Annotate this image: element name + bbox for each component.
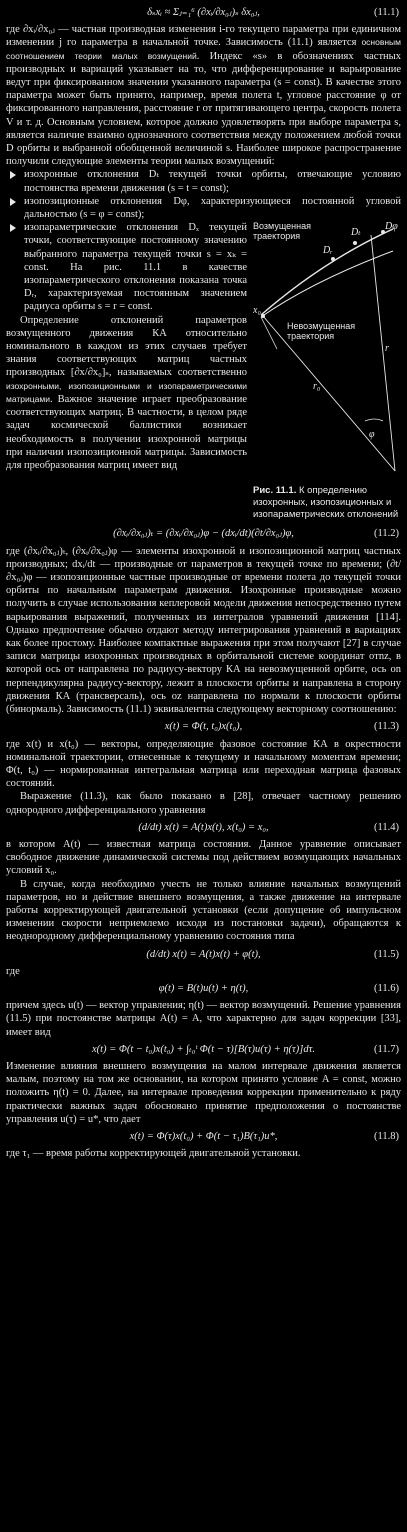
label-disturbed-trajectory: Возмущенная траектория — [253, 221, 311, 242]
paragraph-text: . Важное значение играет преобразование соответствующих матриц. В частности, в целом ряде задач космической баллистики возникает необходимость в получении изохронной матрицы при наличии изопозиционной матрицы. Зависимость для преобразования матриц имеет вид — [6, 393, 247, 471]
equation-number: (11.6) — [374, 982, 399, 994]
equation-11-4 — [6, 821, 401, 834]
list-item-text: изопараметрические отклонения Dₓ текущей точки, соответствующие постоянному значению выбранного параметра текущей точки s = xₖ = const. На рис. 11.1 в качестве изопараметрического отклонения показана точка Dᵣ, характеризуемая постоянным значением радиуса орбиты s = r = const. — [24, 222, 247, 313]
paragraph-text: где ∂xᵢ/∂x₀ⱼ — частная производная изменения i-го текущего параметра при единичном изменении j го параметра в начальной точке. Зависимость (11.1) является — [6, 24, 401, 49]
caption-text: К определению изохронных, изопозиционных и изопараметрических отклонений — [253, 485, 399, 521]
small-caps-term: основным соотношением теории малых возмущений — [6, 37, 401, 61]
equation-11-8 — [6, 1130, 401, 1143]
paragraph-expression: Выражение (11.3), как было показано в [28], отвечает частному решению однородного дифференциального уравнения — [6, 791, 401, 816]
equation-number: (11.7) — [374, 1043, 399, 1055]
label-dr: Dᵣ — [323, 245, 333, 257]
bullet-list — [6, 168, 401, 221]
label-dphi: Dφ — [385, 221, 398, 233]
angle-arc — [365, 419, 383, 421]
equation-11-5 — [6, 948, 401, 961]
label-undisturbed-trajectory: Невозмущенная траектория — [287, 321, 356, 342]
equation-11-1 — [6, 6, 401, 19]
equation-11-3 — [6, 720, 401, 733]
paragraph-text: . Индекс «s» в обозначениях частных производных и вариаций указывает на то, что дифференцирование и варьирование ведут при фиксированном значении указанного параметра (s = const). В качестве этого параметра может быть принято, например, время полета t, угловое расстояние φ от фиксированного направления, расстояние r от притягивающего центра, скорость полета V и т. д. Основным условием, которое должно удовлетворять при выборе параметра s, является наличие взаимно однозначного соответствия между положением любой точки D орбиты и выбранной обобщенной величиной s. Наиболее широкое распространение получили следующие элементы теории малых возмущений: — [6, 50, 401, 168]
equation-formula: φ(t) = B(t)u(t) + η(t), — [158, 982, 249, 994]
triangle-bullet-icon — [10, 198, 16, 206]
equation-number: (11.2) — [374, 528, 399, 540]
equation-formula: x(t) = Φ(t − t₀)x(t₀) + ∫ₜ₀ᵗ Φ(t − τ)[B(τ)u(τ) + η(τ)]dτ. — [91, 1043, 316, 1055]
paragraph-inhomogeneous: В случае, когда необходимо учесть не только влияние начальных возмущений параметров, но и действие внешнего возмущения, а также движение на интервале работы корректирующей двигательной установки (если допущение об импульсном изменении скорости неприемлемо исходя из постановки задачи), обращаются к неоднородному дифференциальному уравнению состояния типа — [6, 878, 401, 943]
list-item — [6, 221, 401, 313]
tangent-line — [261, 317, 277, 349]
bullet-list-3 — [6, 221, 401, 313]
label-dt: Dₜ — [351, 227, 361, 239]
equation-11-7 — [6, 1043, 401, 1056]
triangle-bullet-icon — [10, 171, 16, 179]
equation-formula: (∂xᵢ/∂x₀ⱼ)ₜ = (∂xᵢ/∂x₀ⱼ)φ − (dxᵢ/dt)(∂t/∂x₀ⱼ)φ, — [113, 528, 294, 540]
paragraph-where: где — [6, 965, 20, 977]
equation-formula: (d/dt) x(t) = A(t)x(t), x(t₀) = x₀, — [138, 821, 269, 833]
list-item-text: изохронные отклонения Dₜ текущей точки орбиты, отвечающие условию постоянства времени движения (s = t = const); — [24, 169, 401, 194]
equation-11-6 — [6, 982, 401, 995]
paragraph-text: Определение отклонений параметров возмущенного движения КА относительно номинального в каждом из этих случаев требует знания соответствующих матриц частных производных [∂x/∂x₀]ₛ, называемых соответственно — [6, 314, 247, 379]
equation-formula: (d/dt) x(t) = A(t)x(t) + φ(t), — [146, 948, 261, 960]
paragraph-state-matrix: в котором A(t) — известная матрица состояния. Данное уравнение описывает свободное движение динамической системы под действием возмущающих начальных условий x₀. — [6, 838, 401, 877]
equation-number: (11.4) — [374, 821, 399, 833]
equation-11-2 — [6, 527, 401, 540]
paragraph-vectors: где x(t) и x(t₀) — векторы, определяющие фазовое состояние КА в окрестности номинальной траектории, отнесенные к текущему и начальному моментам времени; Φ(t, t₀) — нормированная интегральная матрица или переходная матрица фазовых состояний. — [6, 738, 401, 790]
label-phi: φ — [369, 429, 375, 441]
equation-number: (11.5) — [374, 948, 399, 960]
triangle-bullet-icon — [10, 224, 16, 232]
equation-number: (11.8) — [374, 1130, 399, 1142]
list-item — [6, 195, 401, 221]
caption-label: Рис. 11.1. — [253, 485, 297, 497]
point-x0 — [261, 314, 265, 318]
paragraph-isochronous: где (∂xᵢ/∂x₀ⱼ)ₜ, (∂xᵢ/∂x₀ⱼ)φ — элементы изохронной и изопозиционной матриц частных производных; dxᵢ/dt — производные от параметров в текущей точке по времени; (∂t/∂x₀ⱼ)φ — изопозиционные частные производные от времени полета до текущей точки орбиты по начальным параметрам движения. Изохронные производные можно получить в случае использования кеплеровой модели движения непосредственно путем варьирования выражений, полученных из интегралов уравнений движения [114]. Однако предпочтение обычно отдают методу интегрирования уравнений в вариациях как более простому. Наиболее компактные выражения при этом получают [27] в случае записи матрицы изохронных производных в орбитальной системе координат oтnz, в которой ось oт направлена по радиусу-вектору КА на невозмущенной орбите, ось on перпендикулярна радиусу-вектору, лежит в плоскости орбиты и направлена в сторону движения КА (трансверсаль), ось oz направлена по нормали к плоскости орбиты (бинормаль). Зависимость (11.1) эквивалентна следующему векторному соотношению: — [6, 545, 401, 716]
equation-number: (11.1) — [374, 7, 399, 18]
equation-formula: x(t) = Φ(t, t₀)x(t₀), — [164, 721, 243, 733]
equation-number: (11.3) — [374, 721, 399, 733]
equation-formula: x(t) = Φ(τ)x(t₀) + Φ(t − τ₁)B(τ₁)u*, — [129, 1130, 278, 1142]
small-caps-term: изохронными, изопозиционными и изопараметрическими матрицами — [6, 380, 247, 404]
label-r0: r₀ — [313, 381, 321, 393]
paragraph-control-vector: причем здесь u(t) — вектор управления; η(t) — вектор возмущений. Решение уравнения (11.5) при постоянстве матрицы A(t) = A, что характерно для задач коррекции [33], имеет вид — [6, 1000, 401, 1038]
label-x0: x₀ — [253, 305, 261, 317]
equation-formula: δₛxᵢ ≈ Σⱼ₌₁⁶ (∂xᵢ/∂x₀ⱼ)ₛ δx₀ⱼ, — [147, 7, 260, 18]
figure-caption — [253, 485, 401, 521]
paragraph-external-disturbance: Изменение влияния внешнего возмущения на малом интервале движения является малым, поэтому на том же основании, на котором принято условие A = const, можно положить η(t) = 0. Далее, на интервале проведения коррекции применительно к ряду практически важных задач обосновано принятие предположения о постоянстве управления u(τ) = u*, что дает — [6, 1060, 401, 1125]
paragraph-final: где τ₁ — время работы корректирующей двигательной установки. — [6, 1148, 301, 1160]
list-item — [6, 168, 401, 194]
list-item-text: изопозиционные отклонения Dφ, характеризующиеся постоянной угловой дальностью (s = φ = const); — [24, 195, 401, 221]
paragraph-definition — [6, 23, 401, 168]
page — [6, 6, 401, 1160]
label-r: r — [385, 343, 389, 355]
figure-wrap-section — [6, 221, 401, 523]
